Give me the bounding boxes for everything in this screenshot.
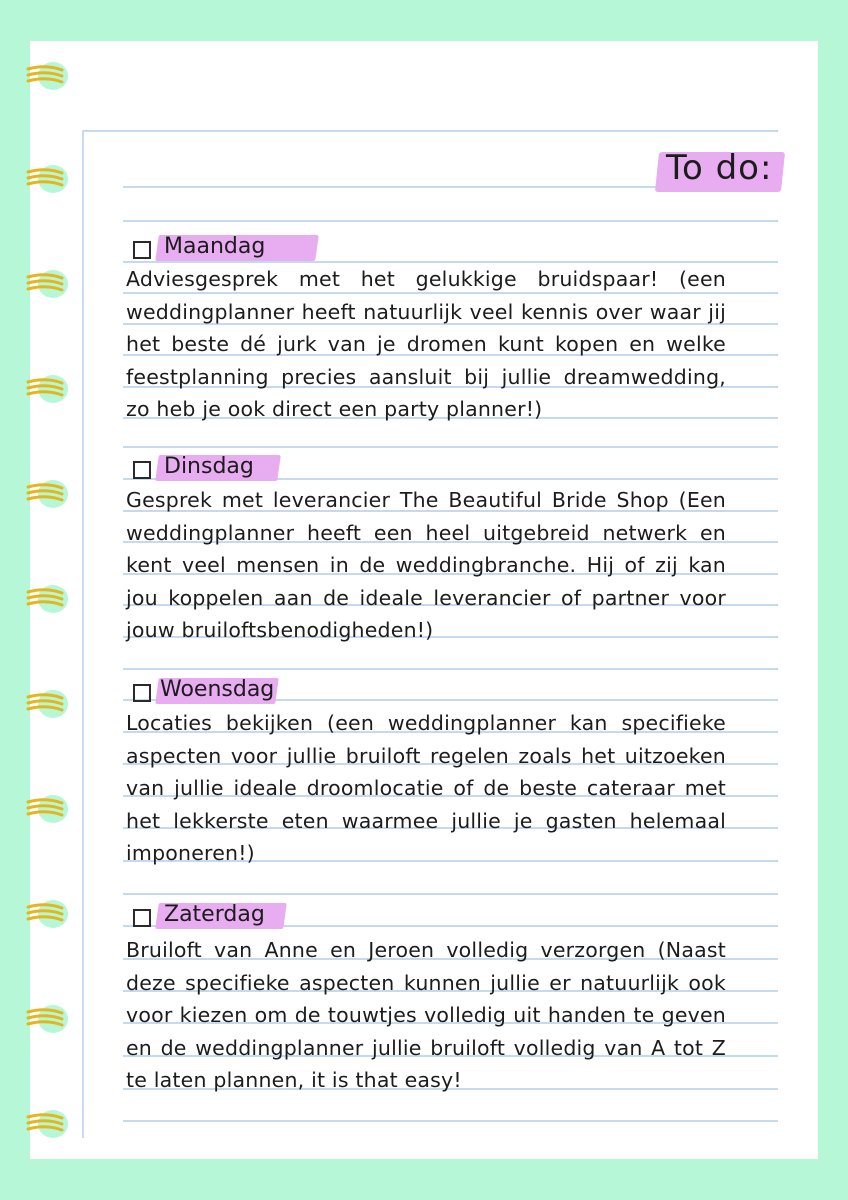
spiral-ring [10, 583, 68, 615]
day-header-woensdag [133, 676, 283, 706]
checkbox-zaterdag[interactable] [133, 909, 151, 927]
task-text-maandag: Adviesgesprek met het gelukkige bruidspaar! (een weddingplanner heeft natuurlijk veel kennis over waar jij het beste dé jurk van je dromen kunt kopen en welke feestplanning precies aansluit bij jullie dreamwedding, zo heb je ook direct een party planner!) [126, 267, 726, 421]
ruled-line [123, 668, 778, 670]
checkbox-dinsdag[interactable] [133, 461, 151, 479]
spiral-ring [10, 1003, 68, 1035]
ruled-line [123, 446, 778, 448]
day-header-dinsdag [133, 453, 283, 483]
spiral-ring [10, 163, 68, 195]
checkbox-woensdag[interactable] [133, 684, 151, 702]
spiral-ring [10, 898, 68, 930]
day-label-dinsdag: Dinsdag [164, 454, 254, 479]
task-text-zaterdag: Bruiloft van Anne en Jeroen volledig verzorgen (Naast deze specifieke aspecten kunnen jullie er natuurlijk ook voor kiezen om de touwtjes volledig uit handen te geven en de weddingplanner jullie bruiloft volledig van A tot Z te laten plannen, it is that easy! [126, 938, 726, 1092]
spiral-ring [10, 1108, 68, 1140]
ruled-line [123, 893, 778, 895]
day-label-woensdag: Woensdag [160, 677, 275, 702]
task-text-woensdag: Locaties bekijken (een weddingplanner kan specifieke aspecten voor jullie bruiloft regelen zoals het uitzoeken van jullie ideale droomlocatie of de beste cateraar met het lekkerste eten waarmee jullie je gasten helemaal imponeren!) [126, 711, 726, 865]
spiral-ring [10, 478, 68, 510]
margin-line [82, 130, 84, 1138]
task-text-dinsdag: Gesprek met leverancier The Beautiful Bride Shop (Een weddingplanner heeft een heel uitgebreid netwerk en kent veel mensen in de weddingbranche. Hij of zij kan jou koppelen aan de ideale leverancier of partner voor jouw bruiloftsbenodigheden!) [126, 488, 726, 642]
spiral-ring [10, 268, 68, 300]
ruled-line [123, 220, 778, 222]
day-label-maandag: Maandag [164, 234, 266, 259]
title-block [657, 148, 785, 196]
checkbox-maandag[interactable] [133, 241, 151, 259]
spiral-ring [10, 373, 68, 405]
top-rule [82, 130, 778, 132]
spiral-ring [10, 793, 68, 825]
day-header-maandag [133, 233, 323, 263]
spiral-ring [10, 688, 68, 720]
ruled-line [123, 1120, 778, 1122]
day-header-zaterdag [133, 901, 293, 931]
spiral-ring [10, 60, 68, 92]
day-label-zaterdag: Zaterdag [164, 902, 265, 927]
page-title: To do: [666, 148, 773, 188]
